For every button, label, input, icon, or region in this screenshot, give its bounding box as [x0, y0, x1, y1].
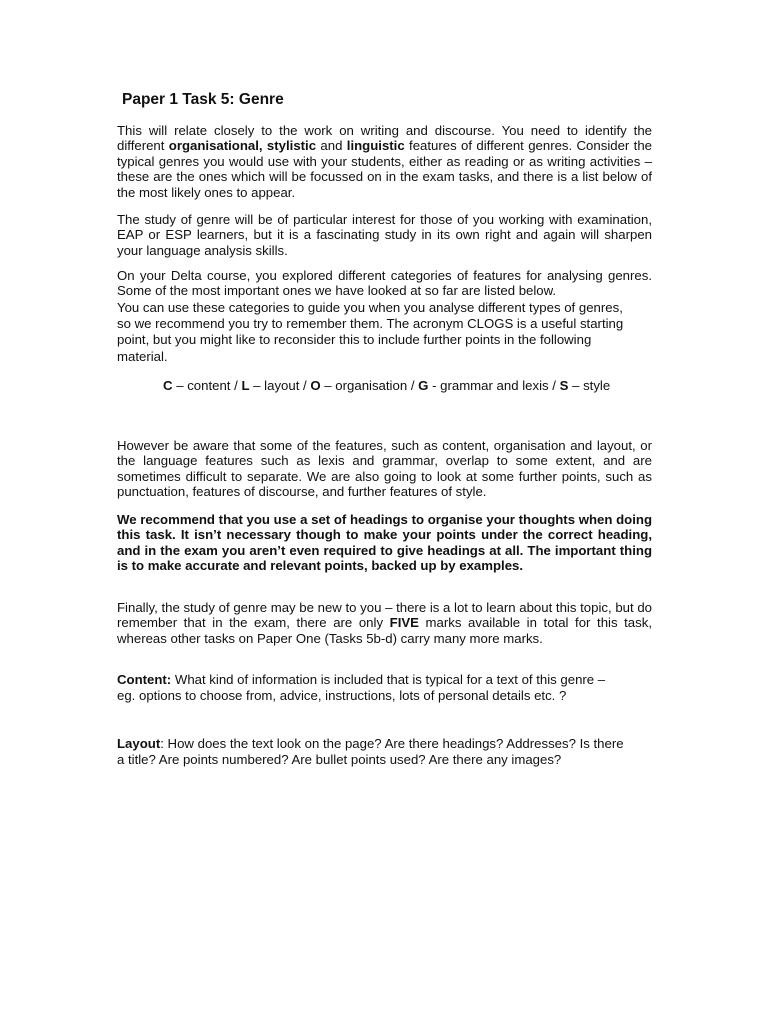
marks-text-2: marks available in total for this task, whereas other tasks on Paper One (Tasks 5b-d) carry many more marks.	[117, 615, 652, 646]
layout-text: : How does the text look on the page? Are there headings? Addresses? Is there a title? Are points numbered? Are bullet points used? Are there any images?	[117, 736, 624, 768]
clogs-letter-o: O	[310, 378, 321, 393]
recommendation-paragraph: We recommend that you use a set of headings to organise your thoughts when doing this task. It isn’t necessary though to make your points under the correct heading, and in the exam you aren’t even required to give headings at all. The important thing is to make accurate and relevant points, backed up by examples.	[117, 512, 652, 574]
clogs-letter-l: L	[241, 378, 250, 393]
clogs-letter-g: G	[418, 378, 429, 393]
layout-section	[117, 736, 627, 768]
content-text: What kind of information is included that is typical for a text of this genre – eg. options to choose from, advice, instructions, lots of personal details etc. ?	[117, 672, 606, 704]
intro-text-3: features of different genres. Consider the typical genres you would use with your students, either as reading or as writing activities – these are the ones which will be focussed on in the exam tasks, and there is a list below of the most likely ones to appear.	[117, 138, 653, 200]
clogs-text-g: - grammar and lexis /	[428, 378, 560, 393]
clogs-text-c: – content /	[172, 378, 242, 393]
layout-label: Layout	[117, 736, 161, 751]
clogs-acronym-line	[163, 378, 610, 393]
overlap-paragraph: However be aware that some of the features, such as content, organisation and layout, or the language features such as lexis and grammar, overlap to some extent, and are sometimes difficult to separate. We are also going to look at some further points, such as punctuation, features of discourse, and further features of style.	[117, 438, 652, 500]
intro-text-2: and	[316, 138, 347, 154]
clogs-text-s: – style	[568, 378, 611, 393]
clogs-text-l: – layout /	[249, 378, 311, 393]
intro-paragraph	[117, 123, 652, 200]
page-title: Paper 1 Task 5: Genre	[122, 91, 284, 108]
delta-course-paragraph: On your Delta course, you explored different categories of features for analysing genres. Some of the most important ones we have looked at so far are listed below.	[117, 268, 652, 299]
clogs-letter-c: C	[163, 378, 173, 393]
content-label: Content:	[117, 672, 172, 687]
clogs-intro-paragraph: You can use these categories to guide you when you analyse different types of genres, so we recommend you try to remember them. The acronym CLOGS is a useful starting point, but you might like to reconsider this to include further points in the following material.	[117, 300, 624, 364]
marks-paragraph	[117, 600, 652, 646]
clogs-letter-s: S	[559, 378, 569, 393]
genre-study-paragraph: The study of genre will be of particular interest for those of you working with examination, EAP or ESP learners, but it is a fascinating study in its own right and again will sharpen your language analysis skills.	[117, 212, 652, 258]
clogs-text-o: – organisation /	[320, 378, 419, 393]
marks-text-1: Finally, the study of genre may be new to you – there is a lot to learn about this topic, but do remember that in the exam, there are only	[117, 600, 652, 631]
content-section	[117, 672, 622, 704]
intro-text-1: This will relate closely to the work on writing and discourse. You need to identify the different	[117, 123, 652, 154]
marks-bold-five: FIVE	[389, 615, 419, 631]
intro-bold-1: organisational, stylistic	[168, 138, 317, 154]
intro-bold-2: linguistic	[346, 138, 405, 154]
